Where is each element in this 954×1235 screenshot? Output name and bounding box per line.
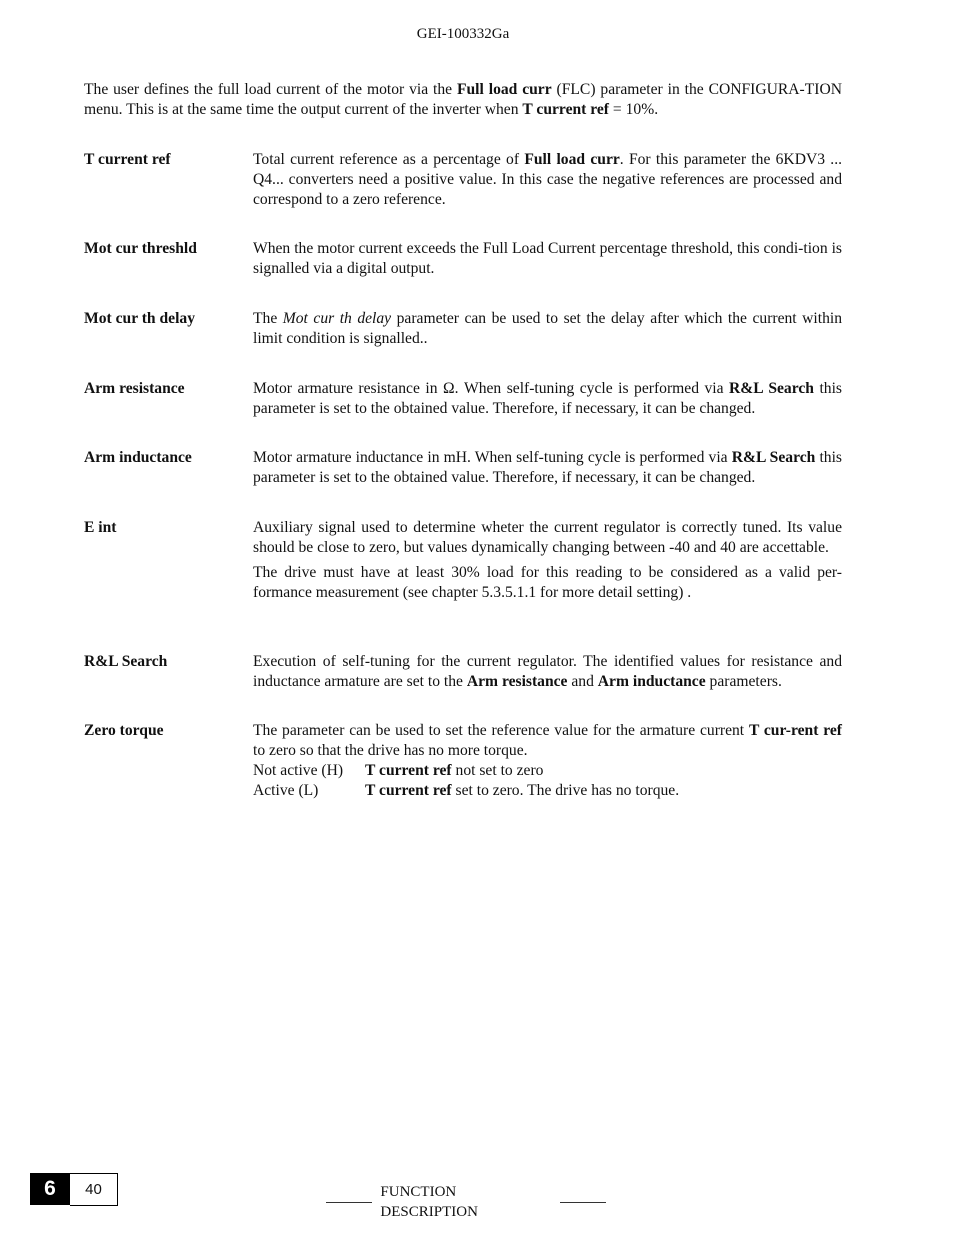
param-name: Arm inductance — [84, 449, 192, 466]
param-description: Motor armature resistance in Ω. When self-tuning cycle is performed via R&L Search this parameter is set to the obtained value. Therefore, if necessary, it can be changed. — [253, 380, 842, 417]
intro-paragraph: The user defines the full load current of the motor via the Full load curr (FLC) parameter in the CONFIGURA-TION menu. This is at the same time the output current of the inverter when T current ref = 10%. — [84, 81, 842, 118]
footer-section-label: FUNCTION DESCRIPTION — [380, 1184, 478, 1220]
param-name: T current ref — [84, 151, 171, 168]
chapter-number-badge: 6 — [30, 1173, 70, 1205]
param-description — [253, 721, 842, 801]
param-paragraph: Auxiliary signal used to determine wheter the current regulator is correctly tuned. Its value should be close to zero, but values dynamically changing between -40 and 40 are accettable. — [253, 519, 842, 556]
state-row-not-active: Not active (H) T current ref not set to zero — [253, 762, 544, 779]
param-description: Motor armature inductance in mH. When self-tuning cycle is performed via R&L Search this parameter is set to the obtained value. Therefore, if necessary, it can be changed. — [253, 449, 842, 486]
state-key: Not active (H) — [253, 762, 344, 779]
footer-section-title — [318, 1182, 614, 1222]
param-arm-resistance — [84, 379, 842, 419]
document-id: GEI-100332Ga — [416, 26, 510, 42]
param-mot-cur-th-delay — [84, 309, 842, 349]
param-name: Mot cur th delay — [84, 310, 196, 327]
param-zero-torque — [84, 721, 842, 801]
param-paragraph: The parameter can be used to set the reference value for the armature current T cur-rent ref to zero so that the drive has no more torque. — [253, 722, 842, 759]
param-e-int — [84, 518, 842, 603]
param-paragraph: The drive must have at least 30% load for this reading to be considered as a valid per-formance measurement (see chapter 5.3.5.1.1 for more detail setting) . — [253, 564, 842, 601]
page-number: 40 — [70, 1173, 118, 1206]
param-description: Execution of self-tuning for the current regulator. The identified values for resistance and inductance armature are set to the Arm resistance and Arm inductance parameters. — [253, 653, 842, 690]
param-name: R&L Search — [84, 653, 168, 670]
param-name: Zero torque — [84, 722, 164, 739]
state-key: Active (L) — [253, 782, 319, 799]
param-description: Total current reference as a percentage of Full load curr. For this parameter the 6KDV3 ... Q4... converters need a positive value. In this case the negative references are processed and correspond to a zero reference. — [253, 151, 842, 208]
param-name: Mot cur threshld — [84, 240, 197, 257]
state-row-active: Active (L) T current ref set to zero. The drive has no torque. — [253, 782, 680, 799]
footer-rule-left — [326, 1202, 372, 1203]
param-mot-cur-threshld — [84, 239, 842, 279]
param-name: Arm resistance — [84, 380, 185, 397]
param-description — [253, 518, 842, 603]
footer-rule-right — [560, 1202, 606, 1203]
param-t-current-ref — [84, 150, 842, 210]
param-rl-search — [84, 652, 842, 692]
param-description: The Mot cur th delay parameter can be used to set the delay after which the current within limit condition is signalled.. — [253, 310, 843, 347]
param-arm-inductance — [84, 448, 842, 488]
param-name: E int — [84, 519, 117, 536]
param-description: When the motor current exceeds the Full Load Current percentage threshold, this condi-tion is signalled via a digital output. — [253, 240, 842, 277]
